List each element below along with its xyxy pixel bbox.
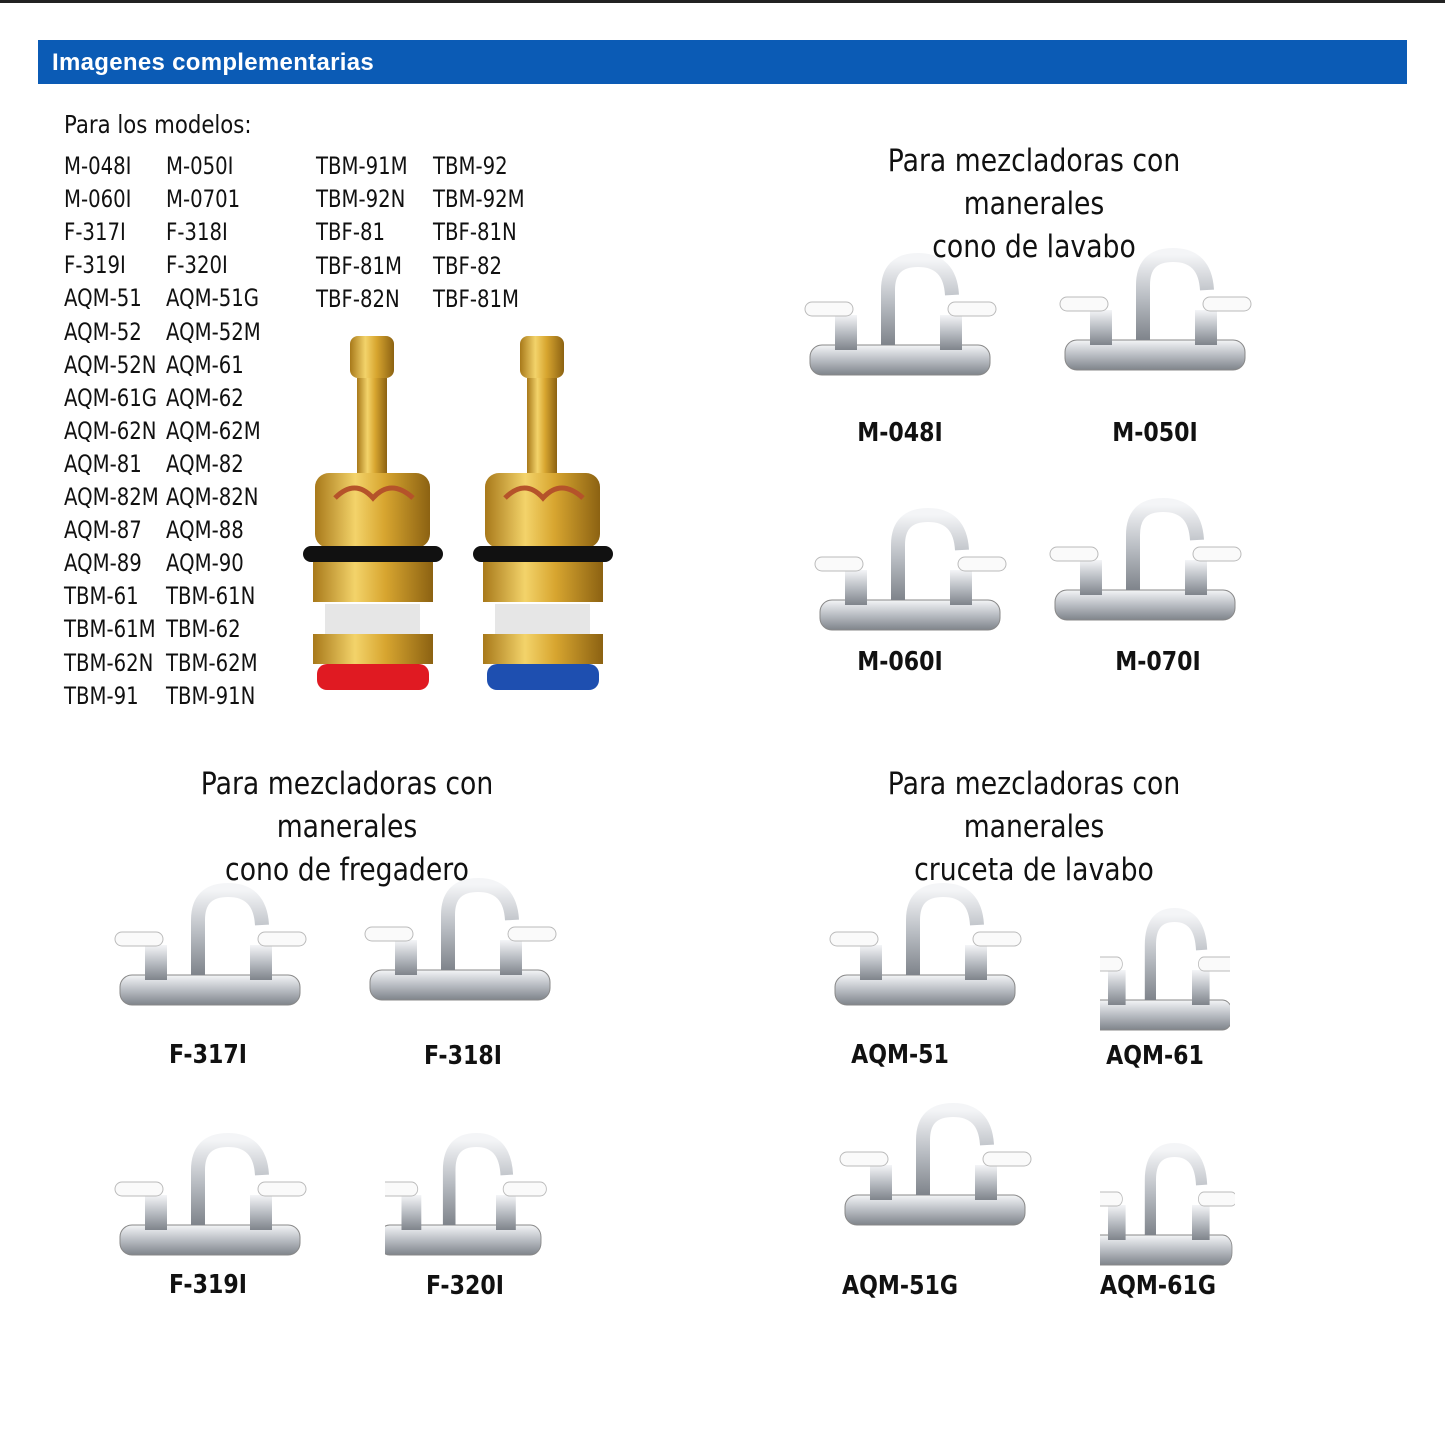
section-title-fregadero-cono (97, 763, 597, 892)
model-code: AQM-61G (64, 383, 157, 412)
product-label: F-318I (424, 1041, 502, 1071)
model-code: F-318I (166, 218, 228, 247)
model-code: TBF-81 (316, 218, 385, 247)
product-image-aqm-51 (825, 880, 1025, 1030)
product-image-f-318i (360, 875, 590, 1020)
model-code: TBM-61 (64, 582, 139, 611)
product-label: M-050I (1112, 418, 1198, 448)
model-code: TBM-62N (64, 648, 154, 677)
model-code: TBM-91M (316, 152, 408, 180)
model-code: AQM-51G (166, 284, 259, 313)
section-title-line1: Para mezcladoras con manerales (887, 143, 1181, 222)
section-title-line2: cono de fregadero (225, 852, 469, 888)
model-code: AQM-62N (64, 416, 157, 445)
product-image-aqm-51g (835, 1100, 1035, 1255)
product-image-m-048i (800, 250, 1010, 390)
product-image-m-070i (1045, 495, 1275, 635)
model-code: F-317I (64, 218, 126, 247)
section-banner (38, 40, 1407, 84)
product-label: M-060I (857, 647, 943, 677)
product-label: AQM-51G (842, 1271, 958, 1301)
cartridge-valves-image (295, 328, 625, 696)
product-label: F-320I (426, 1271, 504, 1301)
model-code: TBM-92 (433, 152, 508, 180)
model-code: TBM-61N (166, 582, 256, 611)
cartridge-hot (303, 336, 443, 690)
product-image-aqm-61 (1100, 825, 1230, 1035)
model-code: AQM-61 (166, 350, 244, 379)
model-code: TBF-81M (433, 284, 519, 313)
cartridge-cold (473, 336, 613, 690)
product-label: M-070I (1115, 647, 1201, 677)
model-code: AQM-62M (166, 416, 261, 445)
section-title-line2: cono de lavabo (932, 229, 1136, 265)
product-label: M-048I (857, 418, 943, 448)
model-code: AQM-52N (64, 350, 157, 379)
model-code: TBF-81N (433, 218, 517, 247)
section-title-line1: Para mezcladoras con manerales (200, 766, 494, 845)
model-code: M-0701 (166, 185, 241, 214)
product-label: AQM-61 (1106, 1041, 1204, 1071)
model-code: TBF-82N (316, 284, 400, 313)
model-code: AQM-51 (64, 284, 142, 313)
model-code: AQM-88 (166, 516, 244, 545)
model-code: TBM-61M (64, 615, 156, 644)
model-code: AQM-87 (64, 516, 142, 545)
model-code: TBF-81M (316, 251, 402, 280)
model-code: AQM-62 (166, 383, 244, 412)
model-code: TBM-92M (433, 185, 525, 214)
models-list-title: Para los modelos: (64, 110, 252, 139)
model-code: AQM-52M (166, 317, 261, 346)
model-code: TBM-92N (316, 185, 406, 214)
model-code: M-048I (64, 152, 132, 180)
model-code: AQM-82N (166, 483, 259, 511)
model-code: AQM-90 (166, 549, 244, 578)
model-code: F-320I (166, 251, 228, 280)
product-label: AQM-61G (1100, 1271, 1216, 1301)
model-code: AQM-81 (64, 449, 142, 478)
model-code: TBM-91 (64, 681, 139, 710)
product-label: AQM-51 (851, 1040, 949, 1070)
top-rule (0, 0, 1445, 3)
model-code: AQM-89 (64, 549, 142, 578)
model-code: F-319I (64, 251, 126, 280)
model-code: TBF-82 (433, 251, 502, 280)
model-code: TBM-62 (166, 615, 241, 644)
model-code: AQM-82M (64, 483, 159, 511)
product-image-m-050i (1055, 245, 1265, 385)
model-code: TBM-91N (166, 681, 256, 710)
model-code: M-050I (166, 152, 234, 180)
section-title-line1: Para mezcladoras con manerales (887, 766, 1181, 845)
product-label: F-317I (169, 1040, 247, 1070)
model-code: AQM-82 (166, 449, 244, 478)
section-title-line2: cruceta de lavabo (914, 852, 1154, 888)
product-image-aqm-61g (1100, 1075, 1235, 1270)
product-image-m-060i (810, 465, 1020, 635)
product-label: F-319I (169, 1270, 247, 1300)
product-image-f-317i (110, 880, 330, 1015)
model-code: TBM-62M (166, 648, 258, 677)
model-code: AQM-52 (64, 317, 142, 346)
banner-title: Imagenes complementarias (52, 49, 375, 76)
product-image-f-319i (110, 1075, 320, 1260)
model-code: M-060I (64, 185, 132, 214)
product-image-f-320i (385, 1080, 550, 1260)
